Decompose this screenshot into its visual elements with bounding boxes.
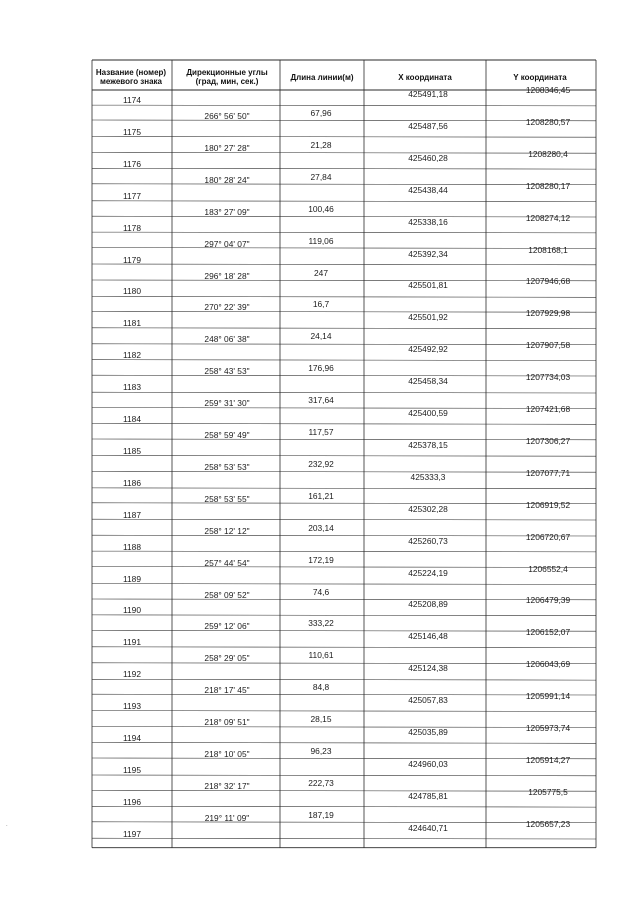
point-name: 1184 bbox=[122, 414, 141, 424]
point-y: 1205973,74 bbox=[525, 723, 571, 733]
segment-length: 100,46 bbox=[308, 203, 334, 214]
point-name: 1181 bbox=[122, 318, 141, 329]
point-y: 1206043,69 bbox=[525, 659, 571, 670]
segment-angle: 218° 17' 45" bbox=[204, 685, 250, 696]
point-y: 1208280,4 bbox=[528, 148, 568, 159]
header-angle: Дирекционные углы (град, мин, сек.) bbox=[186, 68, 268, 86]
point-x: 425438,44 bbox=[408, 184, 448, 195]
point-y: 1205657,23 bbox=[525, 818, 571, 829]
segment-length: 187,19 bbox=[308, 809, 334, 820]
point-y: 1207077,71 bbox=[525, 467, 571, 478]
segment-angle: 257° 44' 54" bbox=[204, 557, 250, 568]
point-x: 425491,18 bbox=[408, 89, 448, 99]
point-name: 1190 bbox=[122, 605, 141, 616]
point-y: 1205991,14 bbox=[525, 691, 571, 702]
point-y: 1207306,27 bbox=[525, 435, 571, 446]
point-x: 424960,03 bbox=[408, 758, 448, 769]
segment-angle: 183° 27' 09" bbox=[204, 206, 250, 217]
point-y: 1207929,98 bbox=[525, 308, 571, 319]
point-name: 1193 bbox=[122, 701, 141, 712]
point-x: 425057,83 bbox=[408, 695, 448, 706]
segment-length: 21,28 bbox=[310, 139, 332, 150]
point-y: 1208280,57 bbox=[525, 116, 571, 127]
segment-angle: 180° 27' 28" bbox=[204, 142, 250, 153]
row-rule bbox=[92, 679, 596, 680]
point-x: 425400,59 bbox=[408, 408, 448, 418]
point-name: 1191 bbox=[122, 637, 141, 648]
point-y: 1206152,07 bbox=[525, 627, 571, 638]
point-name: 1197 bbox=[122, 828, 141, 839]
point-name: 1187 bbox=[122, 509, 141, 520]
point-name: 1189 bbox=[122, 573, 141, 584]
row-rule bbox=[92, 392, 596, 393]
segment-length: 317,64 bbox=[308, 395, 334, 406]
point-y: 1208280,17 bbox=[525, 180, 571, 191]
point-name: 1196 bbox=[122, 796, 141, 807]
point-y: 1208346,45 bbox=[525, 85, 571, 95]
point-y: 1207907,58 bbox=[525, 340, 571, 351]
point-name: 1177 bbox=[122, 190, 141, 201]
segment-angle: 296° 18' 28" bbox=[204, 270, 250, 281]
point-name: 1175 bbox=[122, 126, 141, 137]
segment-angle: 180° 28' 24" bbox=[204, 174, 250, 185]
segment-angle: 270° 22' 39" bbox=[204, 302, 250, 313]
point-x: 425338,16 bbox=[408, 216, 448, 227]
header-x: X координата bbox=[398, 73, 452, 82]
stray-mark: . bbox=[6, 822, 8, 828]
point-x: 425460,28 bbox=[408, 152, 448, 163]
segment-angle: 258° 59' 49" bbox=[204, 430, 250, 440]
segment-angle: 248° 06' 38" bbox=[204, 334, 250, 345]
point-y: 1205775,5 bbox=[528, 786, 568, 797]
point-x: 425035,89 bbox=[408, 727, 448, 737]
point-y: 1208274,12 bbox=[525, 212, 571, 223]
point-x: 425487,56 bbox=[408, 120, 448, 131]
row-rule bbox=[92, 775, 596, 776]
point-name: 1194 bbox=[122, 733, 141, 743]
point-name: 1178 bbox=[122, 222, 141, 233]
row-rule bbox=[92, 297, 596, 298]
point-x: 425378,15 bbox=[408, 439, 448, 450]
point-x: 425146,48 bbox=[408, 631, 448, 642]
segment-length: 24,14 bbox=[310, 331, 332, 342]
point-y: 1206552,4 bbox=[528, 563, 568, 574]
point-x: 425458,34 bbox=[408, 376, 448, 387]
point-name: 1176 bbox=[122, 158, 141, 169]
segment-length: 28,15 bbox=[310, 714, 332, 725]
point-name: 1174 bbox=[122, 95, 141, 105]
segment-angle: 297° 04' 07" bbox=[204, 238, 250, 249]
header-y: Y координата bbox=[513, 73, 567, 82]
point-y: 1207734,03 bbox=[525, 372, 571, 383]
point-x: 424785,81 bbox=[408, 790, 448, 801]
point-name: 1179 bbox=[122, 254, 141, 265]
segment-angle: 258° 29' 05" bbox=[204, 653, 250, 664]
point-x: 425224,19 bbox=[408, 567, 448, 578]
point-y: 1206479,39 bbox=[525, 595, 571, 606]
point-x: 425260,73 bbox=[408, 535, 448, 546]
header-name: Название (номер) межевого знака bbox=[95, 68, 167, 86]
segment-length: 16,7 bbox=[312, 299, 330, 310]
segment-length: 232,92 bbox=[308, 458, 334, 469]
segment-angle: 258° 12' 12" bbox=[204, 525, 250, 536]
row-rule bbox=[92, 488, 596, 489]
segment-angle: 258° 53' 53" bbox=[204, 461, 250, 472]
point-y: 1208168,1 bbox=[528, 244, 568, 255]
point-x: 425302,28 bbox=[408, 503, 448, 514]
point-x: 425501,92 bbox=[408, 312, 448, 323]
point-x: 425501,81 bbox=[408, 280, 448, 291]
segment-length: 110,61 bbox=[308, 650, 334, 661]
row-rule bbox=[92, 105, 596, 106]
row-rule bbox=[92, 201, 596, 202]
point-x: 424640,71 bbox=[408, 822, 448, 833]
point-name: 1188 bbox=[122, 541, 141, 552]
point-name: 1182 bbox=[122, 350, 141, 361]
segment-angle: 259° 12' 06" bbox=[204, 621, 250, 632]
segment-length: 119,06 bbox=[308, 235, 334, 246]
segment-length: 203,14 bbox=[308, 522, 334, 533]
point-name: 1186 bbox=[122, 477, 141, 488]
point-x: 425392,34 bbox=[408, 248, 448, 259]
segment-length: 84,8 bbox=[312, 682, 330, 693]
segment-angle: 258° 53' 55" bbox=[204, 493, 250, 504]
point-y: 1207946,68 bbox=[525, 276, 571, 287]
segment-angle: 218° 10' 05" bbox=[204, 749, 250, 759]
segment-length: 247 bbox=[314, 267, 328, 278]
segment-angle: 218° 32' 17" bbox=[204, 780, 250, 791]
point-name: 1180 bbox=[122, 286, 141, 297]
segment-angle: 266° 56' 50" bbox=[204, 111, 250, 121]
segment-length: 67,96 bbox=[310, 108, 332, 118]
point-x: 425333,3 bbox=[410, 471, 446, 482]
segment-length: 117,57 bbox=[308, 427, 334, 437]
segment-length: 74,6 bbox=[312, 586, 330, 597]
point-name: 1185 bbox=[122, 445, 141, 456]
point-x: 425492,92 bbox=[408, 344, 448, 355]
segment-angle: 258° 09' 52" bbox=[204, 589, 250, 600]
point-x: 425208,89 bbox=[408, 599, 448, 610]
point-y: 1206919,52 bbox=[525, 499, 571, 510]
segment-length: 222,73 bbox=[308, 777, 334, 788]
segment-length: 161,21 bbox=[308, 490, 334, 501]
point-y: 1207421,68 bbox=[525, 404, 571, 414]
segment-angle: 218° 09' 51" bbox=[204, 717, 250, 728]
segment-angle: 258° 43' 53" bbox=[204, 366, 250, 377]
point-name: 1195 bbox=[122, 764, 141, 775]
segment-length: 96,23 bbox=[310, 746, 332, 756]
segment-length: 27,84 bbox=[310, 171, 332, 182]
segment-angle: 259° 31' 30" bbox=[204, 398, 250, 409]
segment-length: 333,22 bbox=[308, 618, 334, 629]
segment-length: 172,19 bbox=[308, 554, 334, 565]
point-y: 1206720,67 bbox=[525, 531, 571, 542]
point-name: 1183 bbox=[122, 382, 141, 393]
point-y: 1205914,27 bbox=[525, 754, 571, 765]
segment-angle: 219° 11' 09" bbox=[204, 812, 250, 823]
row-rule bbox=[92, 584, 596, 585]
header-length: Длина линии(м) bbox=[290, 73, 354, 82]
point-name: 1192 bbox=[122, 669, 141, 680]
point-x: 425124,38 bbox=[408, 663, 448, 674]
segment-length: 176,96 bbox=[308, 363, 334, 374]
